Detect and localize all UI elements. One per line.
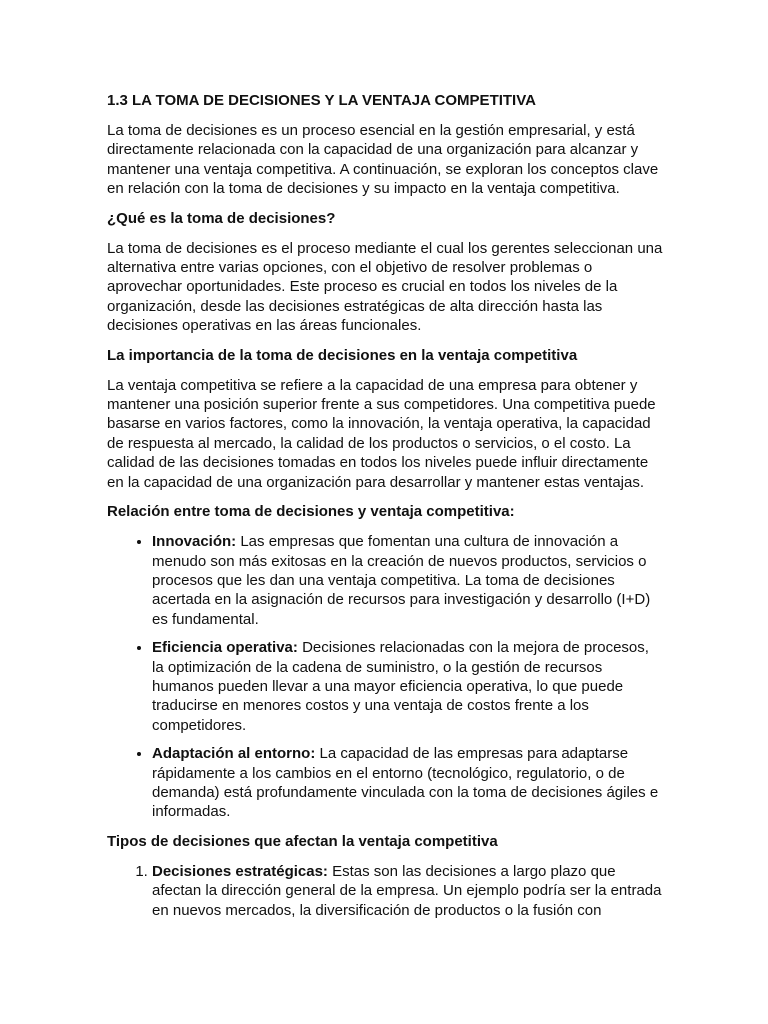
relation-bullet-list (107, 532, 663, 822)
bullet-lead: Eficiencia operativa: (152, 639, 298, 657)
numbered-text: Estas son las decisiones a largo plazo que afectan la dirección general de la empresa. Un ejemplo podría ser la entrada en nuevos mercados, la diversificación de productos o la fusión con (152, 862, 662, 919)
section-body-what-is: La toma de decisiones es el proceso mediante el cual los gerentes seleccionan una alternativa entre varias opciones, con el objetivo de resolver problemas o aprovechar oportunidades. Este proceso es crucial en todos los niveles de la organización, desde las decisiones estratégicas de alta dirección hasta las decisiones operativas en las áreas funcionales. (107, 239, 663, 335)
bullet-item-innovation (152, 532, 663, 629)
section-body-importance: La ventaja competitiva se refiere a la capacidad de una empresa para obtener y mantener una posición superior frente a sus competidores. Una competitiva puede basarse en varios factores, como la innovación, la ventaja operativa, la capacidad de respuesta al mercado, la calidad de los productos o servicios, o el costo. La calidad de las decisiones tomadas en todos los niveles puede influir directamente en la capacidad de una organización para desarrollar y mantener estas ventajas. (107, 376, 656, 491)
bullet-item-efficiency (152, 638, 663, 735)
bullet-lead: Innovación: (152, 533, 237, 551)
bullet-text: La capacidad de las empresas para adaptarse rápidamente a los cambios en el entorno (tecnológico, regulatorio, o de demanda) está profundamente vinculada con la toma de decisiones ágiles e informadas. (152, 745, 659, 821)
types-numbered-list (107, 862, 663, 920)
page-title: 1.3 LA TOMA DE DECISIONES Y LA VENTAJA COMPETITIVA (107, 92, 536, 109)
bullet-lead: Adaptación al entorno: (152, 745, 316, 763)
numbered-lead: Decisiones estratégicas: (152, 862, 328, 880)
section-heading-importance: La importancia de la toma de decisiones en la ventaja competitiva (107, 346, 578, 364)
bullet-text: Decisiones relacionadas con la mejora de procesos, la optimización de la cadena de suministro, o la gestión de recursos humanos pueden llevar a una mayor eficiencia operativa, lo que puede traducirse en menores costos y una ventaja de costos frente a los competidores. (152, 639, 649, 734)
bullet-text: Las empresas que fomentan una cultura de innovación a menudo son más exitosas en la creación de nuevos productos, servicios o procesos que les dan una ventaja competitiva. La toma de decisiones acertada en la asignación de recursos para investigación y desarrollo (I+D) es fundamental. (152, 533, 651, 628)
section-heading-what-is: ¿Qué es la toma de decisiones? (107, 209, 336, 227)
document-page (107, 91, 663, 930)
bullet-item-adaptation (152, 744, 663, 822)
section-heading-types: Tipos de decisiones que afectan la ventaja competitiva (107, 832, 498, 850)
numbered-item-strategic (152, 862, 663, 920)
section-heading-relation: Relación entre toma de decisiones y ventaja competitiva: (107, 503, 515, 521)
intro-paragraph: La toma de decisiones es un proceso esencial en la gestión empresarial, y está directamente relacionada con la capacidad de una organización para alcanzar y mantener una ventaja competitiva. A continuación, se exploran los conceptos clave en relación con la toma de decisiones y su impacto en la ventaja competitiva. (107, 122, 659, 198)
